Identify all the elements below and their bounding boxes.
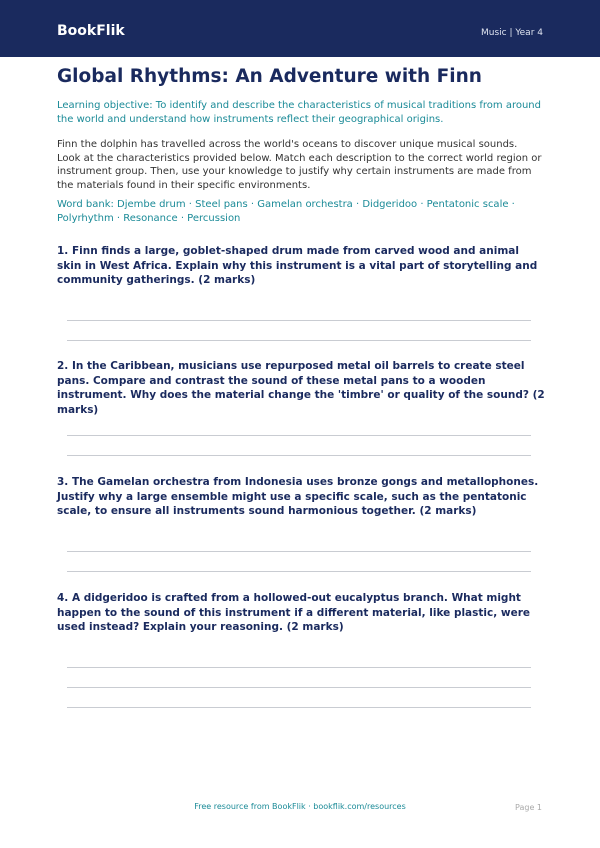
answer-line[interactable]	[67, 340, 531, 341]
page-number: Page 1	[515, 803, 542, 812]
question-1: 1. Finn finds a large, goblet-shaped drum made from carved wood and animal skin in West Africa. Explain why this instrument is a vital part of storytelling and community gatherings. (2 marks)	[57, 245, 538, 286]
footer-resource-link[interactable]: Free resource from BookFlik · bookflik.com/resources	[194, 802, 406, 811]
header-bar	[0, 0, 600, 57]
answer-line[interactable]	[67, 571, 531, 572]
word-bank: Word bank: Djembe drum · Steel pans · Gamelan orchestra · Didgeridoo · Pentatonic scale · Polyrhythm · Resonance · Percussion	[57, 199, 515, 224]
brand-logo: BookFlik	[57, 23, 125, 39]
answer-line[interactable]	[67, 320, 531, 321]
answer-line[interactable]	[67, 687, 531, 688]
question-4: 4. A didgeridoo is crafted from a hollowed-out eucalyptus branch. What might happen to the sound of this instrument if a different material, like plastic, were used instead? Explain your reasoning. (2 marks)	[57, 592, 530, 633]
question-3: 3. The Gamelan orchestra from Indonesia uses bronze gongs and metallophones. Justify why a large ensemble might use a specific scale, such as the pentatonic scale, to ensure all instruments sound harmonious together. (2 marks)	[57, 476, 539, 517]
question-2: 2. In the Caribbean, musicians use repurposed metal oil barrels to create steel pans. Compare and contrast the sound of these metal pans to a wooden instrument. Why does the material change the 'timbre' or quality of the sound? (2 marks)	[57, 360, 545, 416]
intro-paragraph: Finn the dolphin has travelled across the world's oceans to discover unique musical sounds. Look at the characteristics provided below. Match each description to the correct world region or instrument group. Then, use your knowledge to justify why certain instruments are made from the materials found in their specific environments.	[57, 139, 542, 191]
page-title: Global Rhythms: An Adventure with Finn	[57, 66, 482, 87]
answer-line[interactable]	[67, 551, 531, 552]
answer-line[interactable]	[67, 707, 531, 708]
answer-line[interactable]	[67, 667, 531, 668]
subject-year-label: Music | Year 4	[480, 28, 543, 38]
learning-objective: Learning objective: To identify and describe the characteristics of musical traditions from around the world and understand how instruments reflect their geographical origins.	[57, 100, 541, 125]
answer-line[interactable]	[67, 455, 531, 456]
answer-line[interactable]	[67, 435, 531, 436]
